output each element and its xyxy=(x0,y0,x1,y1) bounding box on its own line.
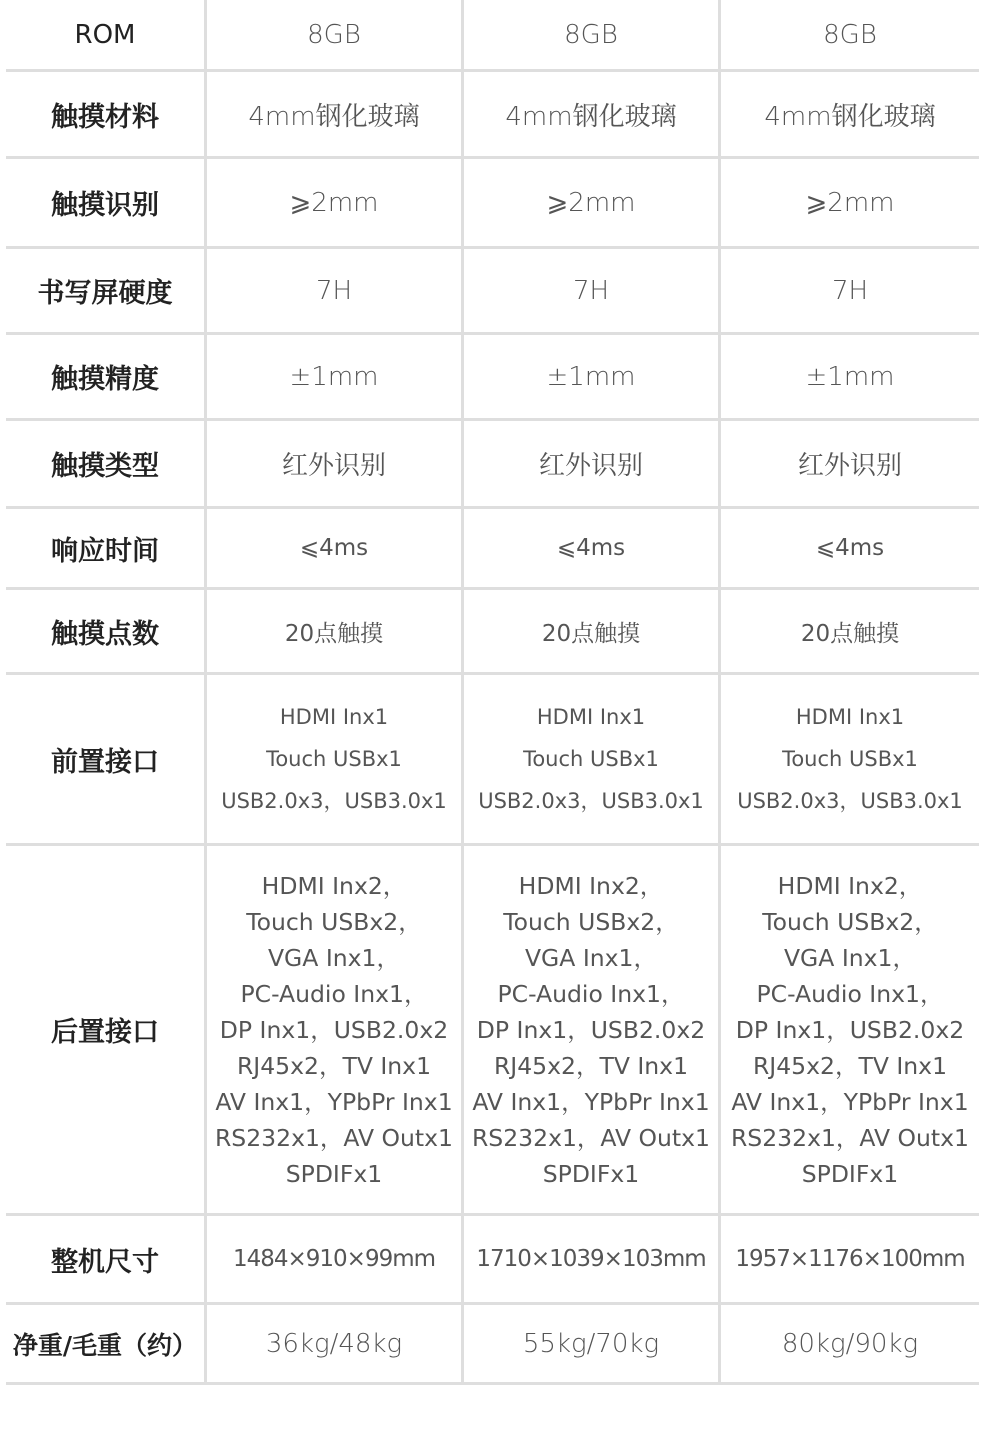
table-cell: 8GB xyxy=(823,19,877,50)
cell-line: SPDIFx1 xyxy=(285,1159,383,1188)
table-row xyxy=(6,159,979,249)
table-cell: ⩽4ms xyxy=(815,535,885,561)
cell-line: VGA Inx1， xyxy=(783,943,916,972)
table-cell: 36kg/48kg xyxy=(207,1305,464,1382)
cell-line: HDMI Inx1 xyxy=(279,705,389,729)
cell-line: RS232x1，AV Outx1 xyxy=(214,1123,454,1152)
table-cell: 55kg/70kg xyxy=(464,1305,721,1382)
table-cell: 1484×910×99mm xyxy=(207,1216,464,1302)
cell-line: Touch USBx1 xyxy=(266,747,402,771)
cell-line: AV Inx1，YPbPr Inx1 xyxy=(731,1087,969,1116)
table-cell xyxy=(207,846,464,1213)
table-cell: 20点触摸 xyxy=(464,590,721,672)
cell-line: HDMI Inx2， xyxy=(261,871,407,900)
table-cell xyxy=(464,675,721,843)
row-label: 触摸点数 xyxy=(6,590,207,672)
row-label: 触摸类型 xyxy=(6,421,207,506)
cell-line: AV Inx1，YPbPr Inx1 xyxy=(472,1087,710,1116)
table-cell: ⩾2mm xyxy=(464,159,721,246)
table-cell: 4mm钢化玻璃 xyxy=(207,72,464,156)
cell-line: RJ45x2，TV Inx1 xyxy=(493,1051,689,1080)
cell-line: DP Inx1，USB2.0x2 xyxy=(219,1015,449,1044)
cell-line: PC-Audio Inx1， xyxy=(756,979,944,1008)
row-label: 触摸材料 xyxy=(6,72,207,156)
cell-line: USB2.0x3，USB3.0x1 xyxy=(221,789,447,813)
cell-line: Touch USBx2， xyxy=(503,907,679,936)
table-cell: ⩾2mm xyxy=(207,159,464,246)
cell-line: HDMI Inx2， xyxy=(777,871,923,900)
table-row xyxy=(6,335,979,421)
cell-line: RJ45x2，TV Inx1 xyxy=(752,1051,948,1080)
table-cell: 红外识别 xyxy=(207,421,464,506)
cell-line: DP Inx1，USB2.0x2 xyxy=(476,1015,706,1044)
table-cell: 1957×1176×100mm xyxy=(735,1246,965,1272)
cell-line: AV Inx1，YPbPr Inx1 xyxy=(215,1087,453,1116)
cell-line: DP Inx1，USB2.0x2 xyxy=(735,1015,965,1044)
row-label: 前置接口 xyxy=(6,675,207,843)
table-cell: 8GB xyxy=(207,0,464,69)
table-row xyxy=(6,421,979,509)
cell-line: RS232x1，AV Outx1 xyxy=(730,1123,970,1152)
table-cell: 红外识别 xyxy=(464,421,721,506)
cell-line: USB2.0x3，USB3.0x1 xyxy=(478,789,704,813)
row-label: 净重/毛重（约） xyxy=(6,1305,207,1382)
cell-line: HDMI Inx1 xyxy=(536,705,646,729)
table-cell: ⩽4ms xyxy=(207,509,464,587)
table-cell: 80kg/90kg xyxy=(781,1328,919,1359)
table-cell: 1710×1039×103mm xyxy=(464,1216,721,1302)
cell-line: Touch USBx1 xyxy=(782,747,918,771)
table-cell: 7H xyxy=(831,275,869,306)
table-row xyxy=(6,509,979,590)
row-label: 整机尺寸 xyxy=(6,1216,207,1302)
table-cell xyxy=(464,846,721,1213)
table-cell: ±1mm xyxy=(464,335,721,418)
table-cell xyxy=(207,675,464,843)
table-row xyxy=(6,590,979,675)
table-row xyxy=(6,1216,979,1305)
cell-line: Touch USBx2， xyxy=(246,907,422,936)
table-row xyxy=(6,72,979,159)
table-cell: 7H xyxy=(464,249,721,332)
cell-line: PC-Audio Inx1， xyxy=(497,979,685,1008)
cell-line: Touch USBx2， xyxy=(762,907,938,936)
row-label: ROM xyxy=(6,0,207,69)
row-label: 触摸精度 xyxy=(6,335,207,418)
table-cell: 20点触摸 xyxy=(800,620,900,647)
row-label: 触摸识别 xyxy=(6,159,207,246)
table-cell xyxy=(721,846,979,1213)
cell-line: SPDIFx1 xyxy=(542,1159,640,1188)
cell-line: PC-Audio Inx1， xyxy=(240,979,428,1008)
table-cell: ±1mm xyxy=(805,361,895,392)
table-row xyxy=(6,675,979,846)
spec-table xyxy=(6,0,979,1385)
cell-line: Touch USBx1 xyxy=(523,747,659,771)
table-cell: ±1mm xyxy=(207,335,464,418)
table-row xyxy=(6,249,979,335)
table-cell: 8GB xyxy=(464,0,721,69)
cell-line: RJ45x2，TV Inx1 xyxy=(236,1051,432,1080)
cell-line: HDMI Inx2， xyxy=(518,871,664,900)
table-cell: 20点触摸 xyxy=(207,590,464,672)
row-label: 书写屏硬度 xyxy=(6,249,207,332)
cell-line: USB2.0x3，USB3.0x1 xyxy=(737,789,963,813)
table-row xyxy=(6,1305,979,1385)
table-cell: ⩾2mm xyxy=(805,187,895,218)
table-row xyxy=(6,0,979,72)
table-row xyxy=(6,846,979,1216)
cell-line: VGA Inx1， xyxy=(267,943,400,972)
table-cell: 4mm钢化玻璃 xyxy=(464,72,721,156)
table-cell: 7H xyxy=(207,249,464,332)
cell-line: HDMI Inx1 xyxy=(795,705,905,729)
cell-line: VGA Inx1， xyxy=(524,943,657,972)
row-label: 后置接口 xyxy=(6,846,207,1213)
table-cell: ⩽4ms xyxy=(464,509,721,587)
table-cell xyxy=(721,675,979,843)
table-cell: 4mm钢化玻璃 xyxy=(764,101,936,132)
table-cell: 红外识别 xyxy=(797,451,902,481)
cell-line: RS232x1，AV Outx1 xyxy=(471,1123,711,1152)
cell-line: SPDIFx1 xyxy=(801,1159,899,1188)
row-label: 响应时间 xyxy=(6,509,207,587)
